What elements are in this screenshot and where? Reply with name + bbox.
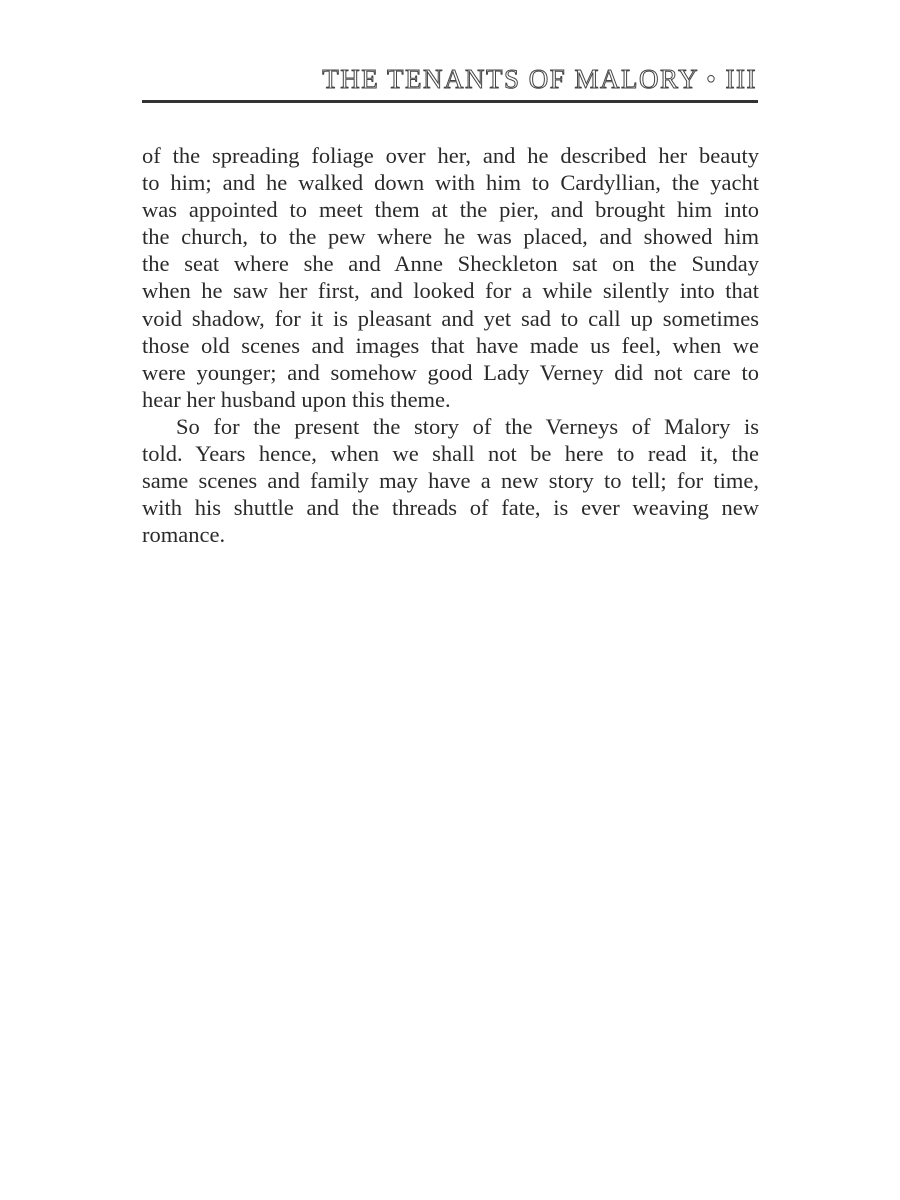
text-line: of the spreading foliage over her, and he described her beauty (142, 143, 759, 168)
text-line: romance. (142, 522, 226, 548)
text-line: the seat where she and Anne Sheckleton sat on the Sunday (142, 251, 759, 277)
header-rule (142, 100, 758, 103)
text-line: void shadow, for it is pleasant and yet sad to call up sometimes (142, 305, 759, 331)
running-header: THE TENANTS OF MALORY • III (322, 64, 757, 94)
text-line: those old scenes and images that have made us feel, when we (142, 332, 759, 358)
text-line: So for the present the story of the Verneys of Malory is (176, 413, 759, 439)
text-line: the church, to the pew where he was placed, and showed him (142, 224, 759, 250)
text-line: hear her husband upon this theme. (142, 386, 451, 412)
text-line: when he saw her first, and looked for a while silently into that (142, 278, 759, 304)
text-line: told. Years hence, when we shall not be here to read it, the (142, 441, 759, 467)
text-line: with his shuttle and the threads of fate, is ever weaving new (142, 495, 759, 521)
text-line: was appointed to meet them at the pier, and brought him into (142, 197, 759, 223)
text-line: same scenes and family may have a new story to tell; for time, (142, 468, 759, 494)
text-line: to him; and he walked down with him to Cardyllian, the yacht (142, 170, 759, 196)
page-body (142, 142, 759, 548)
paragraph (142, 142, 759, 413)
text-line: were younger; and somehow good Lady Verney did not care to (142, 359, 759, 385)
paragraph (142, 413, 759, 548)
